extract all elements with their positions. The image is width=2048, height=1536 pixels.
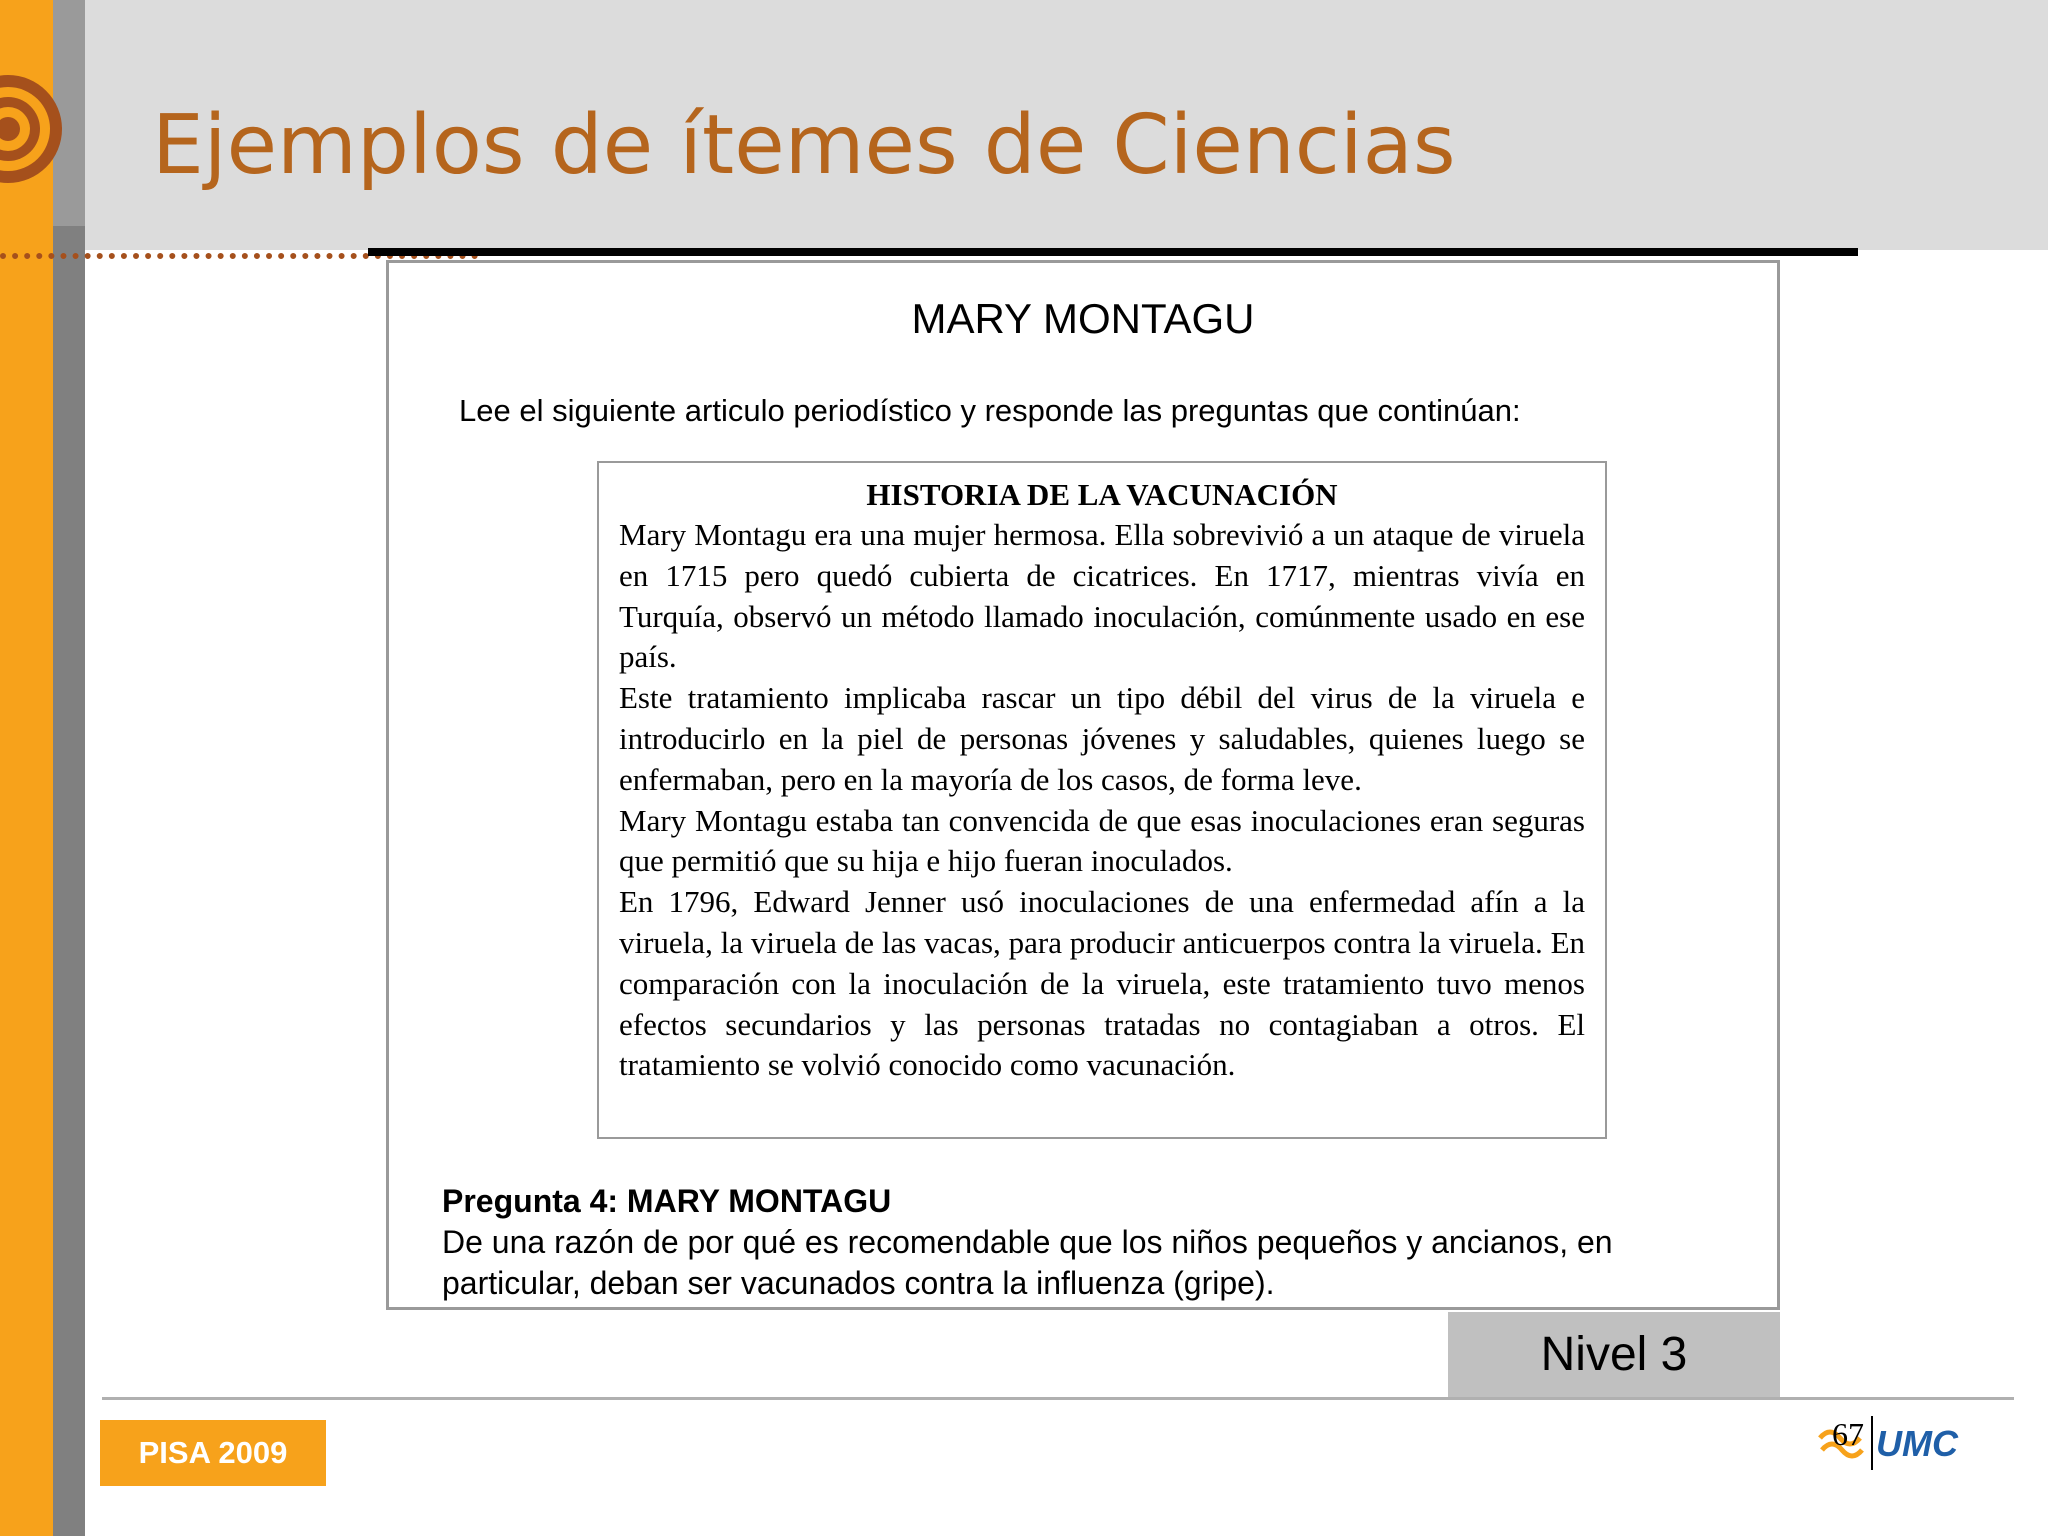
article-paragraph: Mary Montagu era una mujer hermosa. Ella sobrevivió a un ataque de viruela en 1715 pero quedó cubierta de cicatrices. En 1717, mientras vivía en Turquía, observó un método llamado inoculación, comúnmente usado en ese país. <box>619 517 1585 675</box>
concentric-circle-logo-icon <box>0 58 62 200</box>
article-box <box>597 461 1607 1139</box>
question-heading: Pregunta 4: MARY MONTAGU <box>442 1183 892 1219</box>
left-gray-stripe <box>53 0 85 1536</box>
slide-title: Ejemplos de ítemes de Ciencias <box>152 98 1456 193</box>
left-orange-stripe <box>0 0 53 1536</box>
page-number: 67 <box>1832 1416 1864 1452</box>
item-content-box <box>386 260 1780 1310</box>
pisa-badge: PISA 2009 <box>100 1420 326 1486</box>
question-text: De una razón de por qué es recomendable que los niños pequeños y ancianos, en particular, deban ser vacunados contra la influenza (gripe). <box>442 1224 1613 1301</box>
level-badge: Nivel 3 <box>1448 1312 1780 1398</box>
title-underline-bar <box>368 248 1858 256</box>
footer-divider <box>102 1397 2014 1400</box>
article-heading: HISTORIA DE LA VACUNACIÓN <box>866 477 1338 512</box>
article-paragraph: En 1796, Edward Jenner usó inoculaciones de una enfermedad afín a la viruela, la viruela de las vacas, para producir anticuerpos contra la viruela. En comparación con la inoculación de la viruela, este tratamiento tuvo menos efectos secundarios y las personas tratadas no contagiaban a otros. El tratamiento se volvió conocido como vacunación. <box>619 884 1585 1083</box>
item-instruction: Lee el siguiente articulo periodístico y responde las preguntas que continúan: <box>459 393 1521 428</box>
item-title: MARY MONTAGU <box>911 295 1255 342</box>
article-paragraph: Este tratamiento implicaba rascar un tipo débil del virus de la viruela e introducirlo en la piel de personas jóvenes y saludables, quienes luego se enfermaban, pero en la mayoría de los casos, de forma leve. <box>619 680 1585 797</box>
question-block <box>442 1181 1742 1304</box>
article-paragraph: Mary Montagu estaba tan convencida de que esas inoculaciones eran seguras que permitió que su hija e hijo fueran inoculados. <box>619 802 1585 879</box>
umc-logo-text: UMC <box>1876 1423 1958 1464</box>
